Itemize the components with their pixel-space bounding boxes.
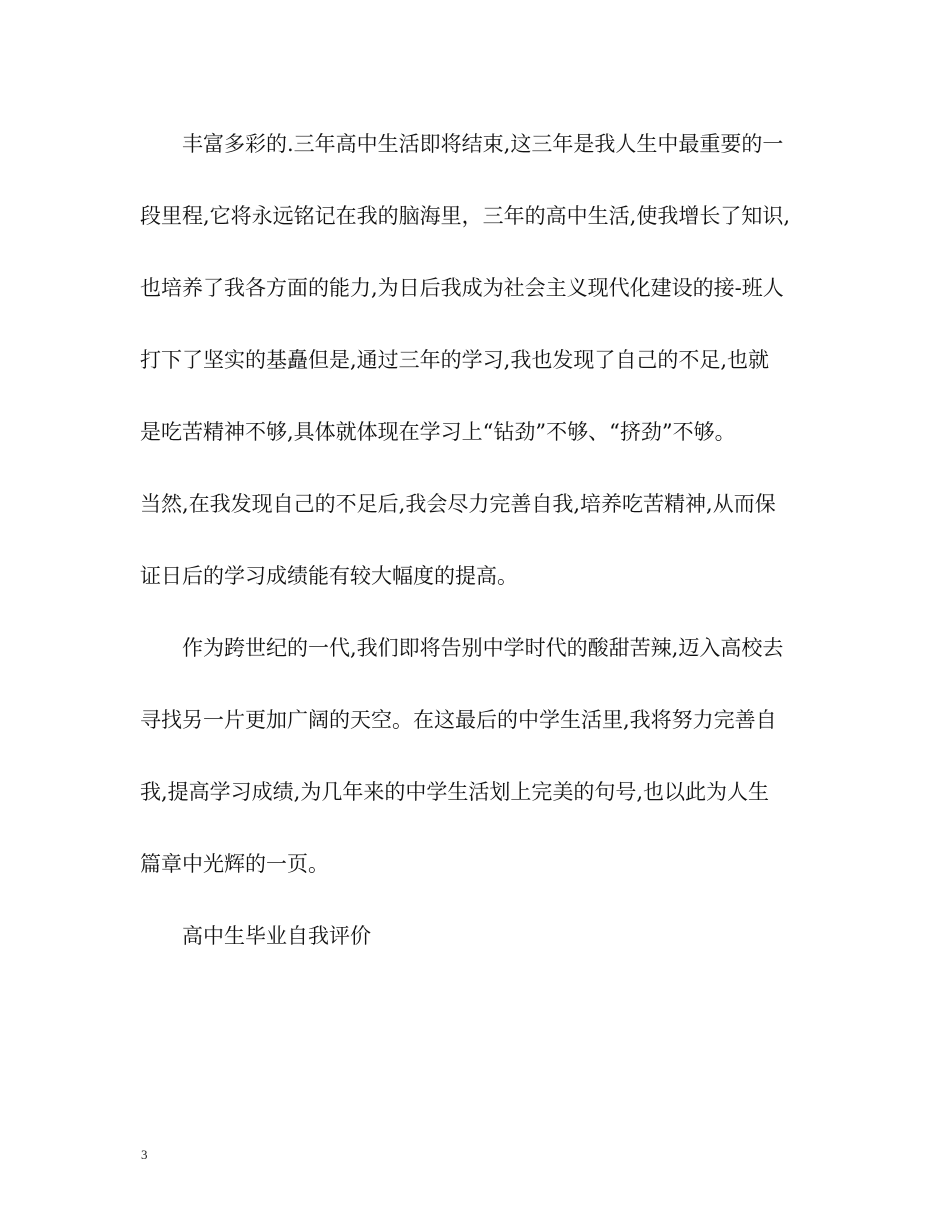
text-line-3: 也培养了我各方面的能力,为日后我成为社会主义现代化建设的接-班人 [140,276,784,300]
text-line-7: 证日后的学习成绩能有较大幅度的提高。 [140,564,518,588]
text-line-11: 篇章中光辉的一页。 [140,852,329,876]
section-heading: 高中生毕业自我评价 [182,924,371,948]
text-line-5: 是吃苦精神不够,具体就体现在学习上“钻劲”不够、“挤劲”不够。 [140,420,736,444]
text-line-4: 打下了坚实的基矗但是,通过三年的学习,我也发现了自己的不足,也就 [140,348,770,372]
text-line-9: 寻找另一片更加广阔的天空。在这最后的中学生活里,我将努力完善自 [140,708,777,732]
text-line-10: 我,提高学习成绩,为几年来的中学生活划上完美的句号,也以此为人生 [140,780,770,804]
text-line-1: 丰富多彩的.三年高中生活即将结束,这三年是我人生中最重要的一 [182,132,784,156]
text-line-6: 当然,在我发现自己的不足后,我会尽力完善自我,培养吃苦精神,从而保 [140,492,776,516]
text-line-8: 作为跨世纪的一代,我们即将告别中学时代的酸甜苦辣,迈入高校去 [182,636,784,660]
page-number: 3 [141,1147,148,1162]
text-line-2: 段里程,它将永远铭记在我的脑海里，三年的高中生活,使我增长了知识, [140,204,791,228]
body-text [140,124,820,988]
